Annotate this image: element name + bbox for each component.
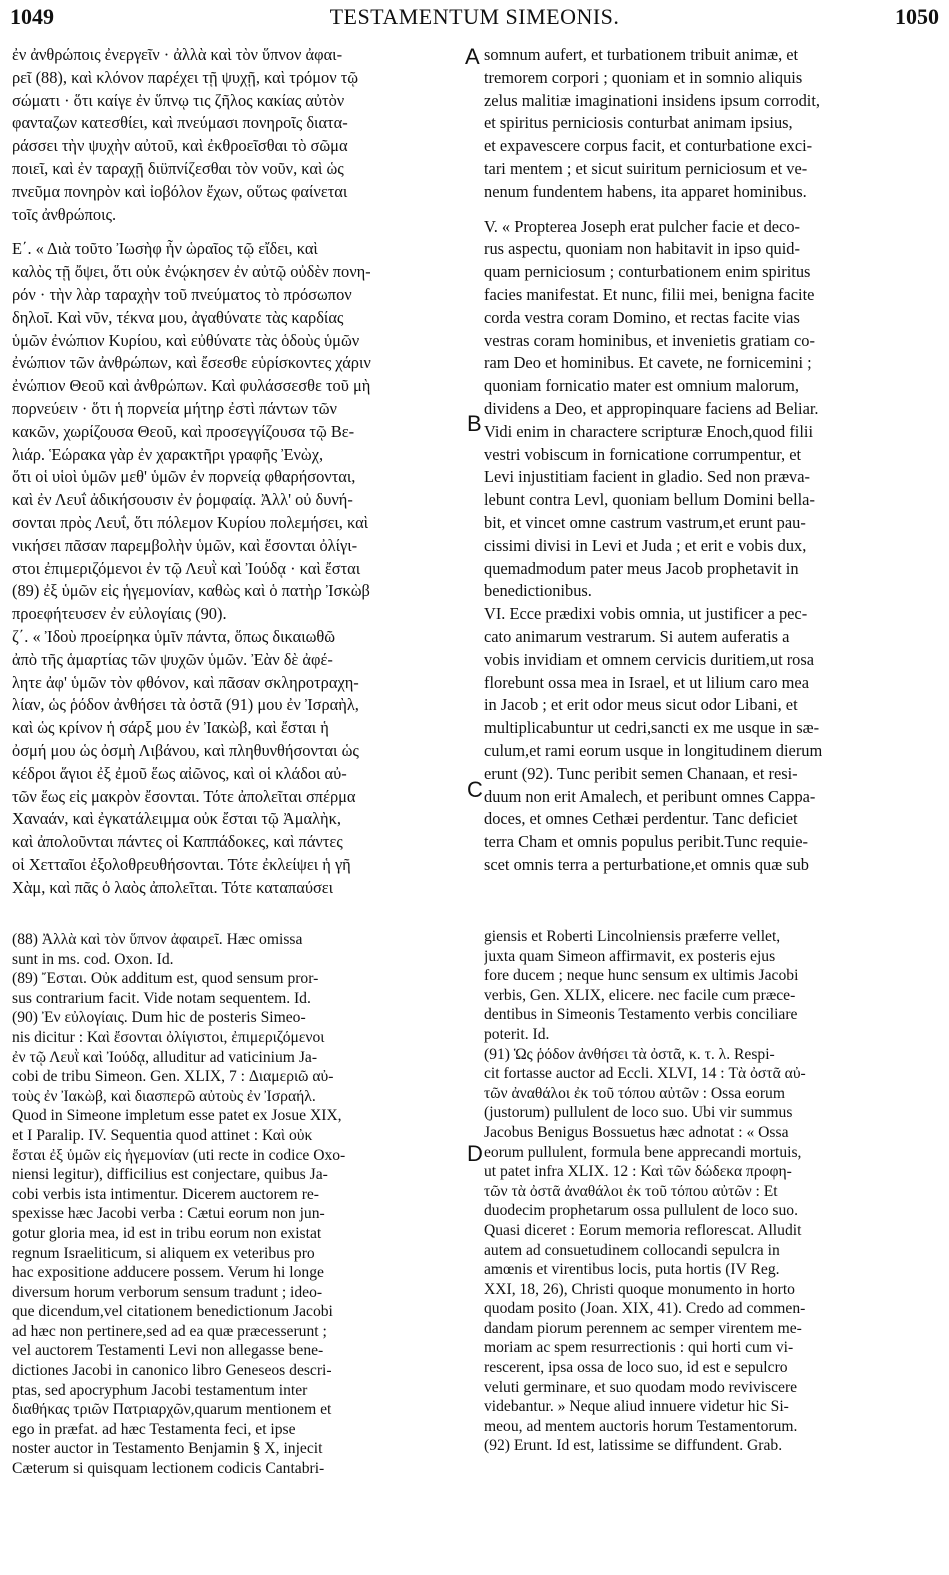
latin-text-line: vestras coram hominibus, et invenietis gratiam co- xyxy=(484,330,815,350)
latin-text-line: lebunt contra Levl, quoniam bellum Domini bella- xyxy=(484,490,815,510)
latin-column xyxy=(484,44,939,910)
footnote-line: videbantur. » Neque aliud innuere videtur hic Si- xyxy=(484,1398,789,1416)
greek-text-line: στοι ἐπιμεριζόμενοι ἐν τῷ Λευῒ καὶ Ἰούδᾳ · καὶ ἔσται xyxy=(12,558,361,578)
latin-text-line: erunt (92). Tunc peribit semen Chanaan, et resi- xyxy=(484,763,798,783)
paragraph-gap xyxy=(484,204,939,216)
greek-text-line: ὀσμή μου ὡς ὀσμὴ Λιβάνου, καὶ πληθυνθήσονται ὡς xyxy=(12,740,359,760)
greek-text-line: ρόν · τὴν λὰρ ταραχὴν τοῦ πνεύματος τὸ πρόσωπον xyxy=(12,284,352,304)
latin-text-line: multiplicabuntur ut cedri,sancti ex me usque in sæ- xyxy=(484,718,820,738)
footnote-line: vel auctorem Testamenti Levi non allegasse bene- xyxy=(12,1342,324,1360)
greek-text-line: λητε ἀφ' ὑμῶν τὸν φθόνον, καὶ πᾶσαν σκληροτραχη- xyxy=(12,672,359,692)
greek-text-line: πορνεύειν · ὅτι ἡ πορνεία μήτηρ ἐστὶ πάντων τῶν xyxy=(12,398,337,418)
greek-text-line: Χαναάν, καὶ ἐγκατάλειμμα οὐκ ἔσται τῷ Ἀμαλὴκ, xyxy=(12,809,341,829)
latin-text-line: terra Cham et omnis populus peribit.Tunc requie- xyxy=(484,832,808,852)
greek-text-line: καὶ ὡς κρίνον ἡ σάρξ μου ἐν Ἰακὼβ, καὶ ἔσται ἡ xyxy=(12,718,329,738)
left-page-number: 1049 xyxy=(10,4,54,29)
greek-text-line: ποιεῖ, καὶ ἐν ταραχῇ διϋπνίζεσθαι τὸν νοῦν, καὶ ὡς xyxy=(12,158,344,178)
footnote-line: quodam posito (Joan. XIX, 41). Credo ad commen- xyxy=(484,1300,806,1318)
footnote-line: que dicendum,vel citationem benedictionum Jacobi xyxy=(12,1303,333,1321)
greek-text-line: καὶ ἐν Λευΐ ἀδικήσουσιν ἐν ῥομφαίᾳ. Ἀλλ' οὐ δυνή- xyxy=(12,490,353,510)
greek-text-line: οἱ Χετταῖοι ἐξολοθρευθήσονται. Τότε ἐκλείψει ἡ γῆ xyxy=(12,854,351,874)
footnote-line: juxta quam Simeon affirmavit, ex posteris ejus xyxy=(484,947,776,965)
page-header xyxy=(10,4,939,38)
footnote-line: regnum Israeliticum, si aliquem ex veteribus pro xyxy=(12,1244,315,1262)
latin-text-line: nenum fundentem habens, ita apparet hominibus. xyxy=(484,181,807,201)
greek-text-line: δηλοῖ. Καὶ νῦν, τέκνα μου, ἀγαθύνατε τὰς καρδίας xyxy=(12,307,344,327)
latin-text-line: et spiritus perniciosis conturbat animam ipsius, xyxy=(484,113,793,133)
footnote-line: διαθήκας τριῶν Πατριαρχῶν,quarum mentionem et xyxy=(12,1401,332,1419)
latin-text-line: rus aspectu, quoniam non habitavit in ipso quid- xyxy=(484,239,800,259)
greek-text-line: ράσσει τὴν ψυχὴν αὐτοῦ, καὶ ἐκθροεῖσθαι τὸ σῶμα xyxy=(12,136,348,156)
footnotes-right xyxy=(484,927,939,1457)
margin-letter-b: B xyxy=(467,411,482,436)
latin-text-line: dividens a Deo, et appropinquare faciens ad Beliar. xyxy=(484,398,819,418)
greek-text-line: νικήσει πᾶσαν παρεμβολὴν ὑμῶν, καὶ ἔσονται ὀλίγι- xyxy=(12,535,358,555)
latin-text-line: tremorem corpori ; quoniam et in somnio aliquis xyxy=(484,67,803,87)
greek-text-line: κακῶν, χωρίζουσα Θεοῦ, καὶ προσεγγίζουσα τῷ Βε- xyxy=(12,421,355,441)
footnote-line: cobi verbis ista intimentur. Dicerem auctorem re- xyxy=(12,1185,320,1203)
greek-text-line: ὅτι οἱ υἱοὶ ὑμῶν μεθ' ὑμῶν ἐν πορνείᾳ φθαρήσονται, xyxy=(12,467,356,487)
footnote-line: et I Paralip. IV. Sequentia quod attinet : Καὶ οὐκ xyxy=(12,1126,313,1144)
footnote-line: eorum pullulent, formula bene apprecandi mortuis, xyxy=(484,1143,802,1161)
latin-text-line: scet omnis terra a perturbatione,et omnis quæ sub xyxy=(484,854,810,874)
greek-text-line: ζ΄. « Ἰδοὺ προείρηκα ὑμῖν πάντα, ὅπως δικαιωθῶ xyxy=(12,626,336,646)
footnote-line: fore ducem ; neque hunc sensum ex ultimis Jacobi xyxy=(484,967,799,985)
footnote-line: dictiones Jacobi in canonico libro Geneseos descri- xyxy=(12,1362,332,1380)
greek-text-line: τῶν ἕως εἰς μακρὸν ἔσονται. Τότε ἀπολεῖται σπέρμα xyxy=(12,786,356,806)
greek-text-line: κέδροι ἅγιοι ἐξ ἐμοῦ ἕως αἰῶνος, καὶ οἱ κλάδοι αὐ- xyxy=(12,763,347,783)
footnote-line: (89) Ἔσται. Οὐκ additum est, quod sensum pror- xyxy=(12,970,319,988)
footnote-line: ἐν τῷ Λευῒ καὶ Ἰούδᾳ, alluditur ad vaticinium Ja- xyxy=(12,1048,318,1066)
footnote-line: (92) Erunt. Id est, latissime se diffundent. Grab. xyxy=(484,1437,783,1455)
footnote-line: Jacobus Benigus Bossuetus hæc adnotat : « Ossa xyxy=(484,1123,789,1141)
greek-text-line: ὑμῶν ἐνώπιον Κυρίου, καὶ εὐθύνατε τὰς ὁδοὺς ὑμῶν xyxy=(12,330,360,350)
footnote-line: poterit. Id. xyxy=(484,1025,550,1043)
footnote-line: dentibus in Simeonis Testamento verbis conciliare xyxy=(484,1006,798,1024)
footnote-line: τῶν ἀναθάλοι ἐκ τοῦ τόπου αὐτῶν : Ossa eorum xyxy=(484,1084,785,1102)
footnote-line: niensi legitur), difficilius est conjectare, quibus Ja- xyxy=(12,1166,328,1184)
footnote-line: ad hæc non pertinere,sed ad ea quæ præcesserunt ; xyxy=(12,1322,327,1340)
latin-text-line: quoniam fornicatio mater est omnium malorum, xyxy=(484,376,799,396)
footnote-line: rescerent, ipsa ossa de loco suo, id est e sepulcro xyxy=(484,1359,788,1377)
footnote-line: (90) Ἐν εὐλογίαις. Dum hic de posteris Simeo- xyxy=(12,1009,306,1027)
footnote-line: Quasi diceret : Eorum memoria reflorescat. Alludit xyxy=(484,1221,802,1239)
greek-text-line: καλὸς τῇ ὄψει, ὅτι οὐκ ἐνῴκησεν ἐν αὐτῷ οὐδὲν πονη- xyxy=(12,262,371,282)
footnotes-left xyxy=(12,930,464,1490)
footnote-line: dandam piorum perennem ac semper virentem me- xyxy=(484,1319,802,1337)
latin-text-line: vobis invidiam et omnem cervicis duritiem,ut rosa xyxy=(484,649,815,669)
margin-letter-d: D xyxy=(467,1141,483,1166)
footnote-line: sus contrarium facit. Vide notam sequentem. Id. xyxy=(12,989,311,1007)
greek-text-line: ἐνώπιον Θεοῦ καὶ ἀνθρώπων. Καὶ φυλάσσεσθε τοῦ μὴ xyxy=(12,376,371,396)
footnote-line: amœnis et virentibus locis, puta hortis (IV Reg. xyxy=(484,1261,780,1279)
paragraph-gap xyxy=(12,226,462,238)
footnote-line: gotur gloria mea, id est in tribu eorum non existat xyxy=(12,1224,322,1242)
greek-text-line: ἐν ἀνθρώποις ἐνεργεῖν · ἀλλὰ καὶ τὸν ὕπνον ἀφαι- xyxy=(12,45,343,64)
latin-text-line: quam perniciosum ; conturbationem enim spiritus xyxy=(484,262,811,282)
footnote-line: veluti germinare, et suo quodam modo reviviscere xyxy=(484,1378,798,1396)
greek-text-line: πνεῦμα πονηρὸν καὶ ἰοβόλον ἔχων, οὕτως φαίνεται xyxy=(12,181,348,201)
margin-letter-c: C xyxy=(467,777,483,802)
greek-column xyxy=(12,44,462,910)
latin-text-line: V. « Propterea Joseph erat pulcher facie et deco- xyxy=(484,216,800,236)
latin-text-line: doces, et omnes Cethæi perdentur. Tanc deficiet xyxy=(484,809,798,829)
latin-text-line: tari mentem ; et sicut suiritum perniciosum et ve- xyxy=(484,158,808,178)
footnote-line: hac expositione adducere possem. Verum hi longe xyxy=(12,1264,324,1282)
latin-text-line: florebunt ossa mea in Israel, et ut lilium caro mea xyxy=(484,672,809,692)
footnote-line: noster auctor in Testamento Benjamin § X, injecit xyxy=(12,1440,323,1458)
greek-text-line: Ε΄. « Διὰ τοῦτο Ἰωσὴφ ἦν ὡραῖος τῷ εἴδει, καὶ xyxy=(12,239,318,259)
footnote-line: meou, ad mentem auctoris horum Testamentorum. xyxy=(484,1417,798,1435)
latin-text-line: in Jacob ; et erit odor meus sicut odor Libani, et xyxy=(484,695,798,715)
footnote-line: verbis, Gen. XLIX, elicere. nec facile cum præce- xyxy=(484,986,796,1004)
latin-text-line: facies manifestat. Et nunc, filii mei, benigna facite xyxy=(484,284,815,304)
footnote-line: τῶν τὰ ὀστᾶ ἀναθάλοι ἐκ τοῦ τόπου αὐτῶν : Et xyxy=(484,1182,778,1200)
footnote-line: ut patet infra XLIX. 12 : Καὶ τῶν δώδεκα προφη- xyxy=(484,1163,792,1181)
latin-text-line: benedictionibus. xyxy=(484,581,592,601)
footnote-line: ego in præfat. ad hæc Testamenta feci, et ipse xyxy=(12,1420,296,1438)
latin-text-line: duum non erit Amalech, et peribunt omnes Cappa- xyxy=(484,786,816,806)
greek-text-line: ἀπὸ τῆς ἁμαρτίας τῶν ψυχῶν ὑμῶν. Ἐὰν δὲ ἀφέ- xyxy=(12,649,333,669)
footnote-line: XXI, 18, 26), Christi quoque monumento in horto xyxy=(484,1280,795,1298)
latin-text-line: corda vestra coram Domino, et rectas facite vias xyxy=(484,307,800,327)
greek-text-line: σονται πρὸς Λευΐ, ὅτι πόλεμον Κυρίου πολεμήσει, καὶ xyxy=(12,512,369,532)
margin-letter-a: A xyxy=(465,44,480,69)
latin-text-line: et expavescere corpus facit, et conturbatione exci- xyxy=(484,136,813,156)
greek-text-line: σώματι · ὅτι καίγε ἐν ὕπνῳ τις ζῆλος κακίας αὐτὸν xyxy=(12,90,345,110)
latin-text-line: vestri vobiscum in fornicatione corrumpentur, et xyxy=(484,444,802,464)
right-page-number: 1050 xyxy=(895,4,939,29)
latin-text-line: culum,et rami eorum usque in longitudinem dierum xyxy=(484,740,823,760)
footnote-line: τοὺς ἐν Ἰακὼβ, καὶ διασπερῶ αὐτοὺς ἐν Ἰσραήλ. xyxy=(12,1087,316,1105)
greek-text-line: (89) ἐξ ὑμῶν εἰς ἡγεμονίαν, καθὼς καὶ ὁ πατὴρ Ἰσκὼβ xyxy=(12,581,370,601)
latin-text-line: VI. Ecce prædixi vobis omnia, ut justificer a pec- xyxy=(484,604,808,624)
latin-text-line: cato animarum vestrarum. Si autem auferatis a xyxy=(484,626,790,646)
footnote-line: Cæterum si quisquam lectionem codicis Cantabri- xyxy=(12,1460,325,1478)
greek-text-line: λίαν, ὡς ῥόδον ἀνθήσει τὰ ὀστᾶ (91) μου ἐν Ἰσραὴλ, xyxy=(12,695,359,715)
footnote-line: nis dicitur : Καὶ ἔσονται ὀλίγιστοι, ἐπιμεριζόμενοι xyxy=(12,1028,325,1046)
footnote-line: spexisse hæc Jacobi verba : Cætui eorum non jun- xyxy=(12,1205,325,1223)
greek-text-line: Χὰμ, καὶ πᾶς ὁ λαὸς ἀπολεῖται. Τότε καταπαύσει xyxy=(12,877,334,897)
footnote-line: autem ad consuetudinem collocandi sepulcra in xyxy=(484,1241,780,1259)
running-title: TESTAMENTUM SIMEONIS. xyxy=(329,4,620,29)
latin-text-line: quemadmodum pater meus Jacob prophetavit in xyxy=(484,558,799,578)
footnote-line: (91) Ὡς ῥόδον ἀνθήσει τὰ ὀστᾶ, κ. τ. λ. Respi- xyxy=(484,1045,775,1063)
latin-text-line: ram Deo et hominibus. Et cavete, ne fornicemini ; xyxy=(484,353,812,373)
footnote-line: sunt in ms. cod. Oxon. Id. xyxy=(12,950,174,968)
greek-text-line: ἐνώπιον τῶν ἀνθρώπων, καὶ ἔσεσθε εὑρίσκοντες χάριν xyxy=(12,353,371,373)
latin-text-line: somnum aufert, et turbationem tribuit animæ, et xyxy=(484,45,799,64)
footnote-line: Quod in Simeone impletum esse patet ex Josue XIX, xyxy=(12,1107,342,1125)
footnote-line: moriam ac spem resurrectionis : qui horti cum vi- xyxy=(484,1339,794,1357)
greek-text-line: καὶ ἀπολοῦνται πάντες οἱ Καππάδοκες, καὶ πάντες xyxy=(12,832,343,852)
latin-text-line: Vidi enim in charactere scripturæ Enoch,quod filii xyxy=(484,421,814,441)
latin-text-line: Levi injustitiam facient in gladio. Sed non præva- xyxy=(484,467,810,487)
latin-text-line: cissimi divisi in Levi et Juda ; et erit e vobis dux, xyxy=(484,535,807,555)
footnote-line: ἔσται ἐξ ὑμῶν εἰς ἡγεμονίαν (uti recte in codice Oxo- xyxy=(12,1146,346,1164)
footnote-line: (88) Ἀλλὰ καὶ τὸν ὕπνον ἀφαιρεῖ. Hæc omissa xyxy=(12,931,303,948)
footnote-line: cobi de tribu Simeon. Gen. XLIX, 7 : Διαμεριῶ αὐ- xyxy=(12,1068,334,1086)
greek-text-line: τοῖς ἀνθρώποις. xyxy=(12,204,117,224)
footnote-line: cit fortasse auctor ad Eccli. XLVI, 14 : Τὰ ὀστᾶ αὐ- xyxy=(484,1065,806,1083)
greek-text-line: ρεῖ (88), καὶ κλόνον παρέχει τῇ ψυχῇ, καὶ τρόμον τῷ xyxy=(12,67,359,87)
latin-text-line: bit, et vincet omne castrum vastrum,et erunt pau- xyxy=(484,512,806,532)
greek-text-line: προεφήτευσεν ἐν εὐλογίαις (90). xyxy=(12,604,227,624)
footnote-line: ptas, sed apocryphum Jacobi testamentum inter xyxy=(12,1381,308,1399)
footnote-line: diversum horum verborum sensum tradunt ; ideo- xyxy=(12,1283,323,1301)
footnote-line: duodecim prophetarum ossa pullulent de loco suo. xyxy=(484,1202,798,1220)
greek-text-line: φανταζων κατεσθίει, καὶ πνεύμασι πονηροῖς διατα- xyxy=(12,113,348,133)
latin-text-line: zelus malitiæ imaginationi insidens ipsum corrodit, xyxy=(484,90,820,110)
footnote-line: giensis et Roberti Lincolniensis præferre vellet, xyxy=(484,928,781,945)
footnote-line: (justorum) pullulent de loco suo. Ubi vir summus xyxy=(484,1104,793,1122)
greek-text-line: λιάρ. Ἑώρακα γὰρ ἐν χαρακτῆρι γραφῆς Ἐνὼχ, xyxy=(12,444,324,464)
